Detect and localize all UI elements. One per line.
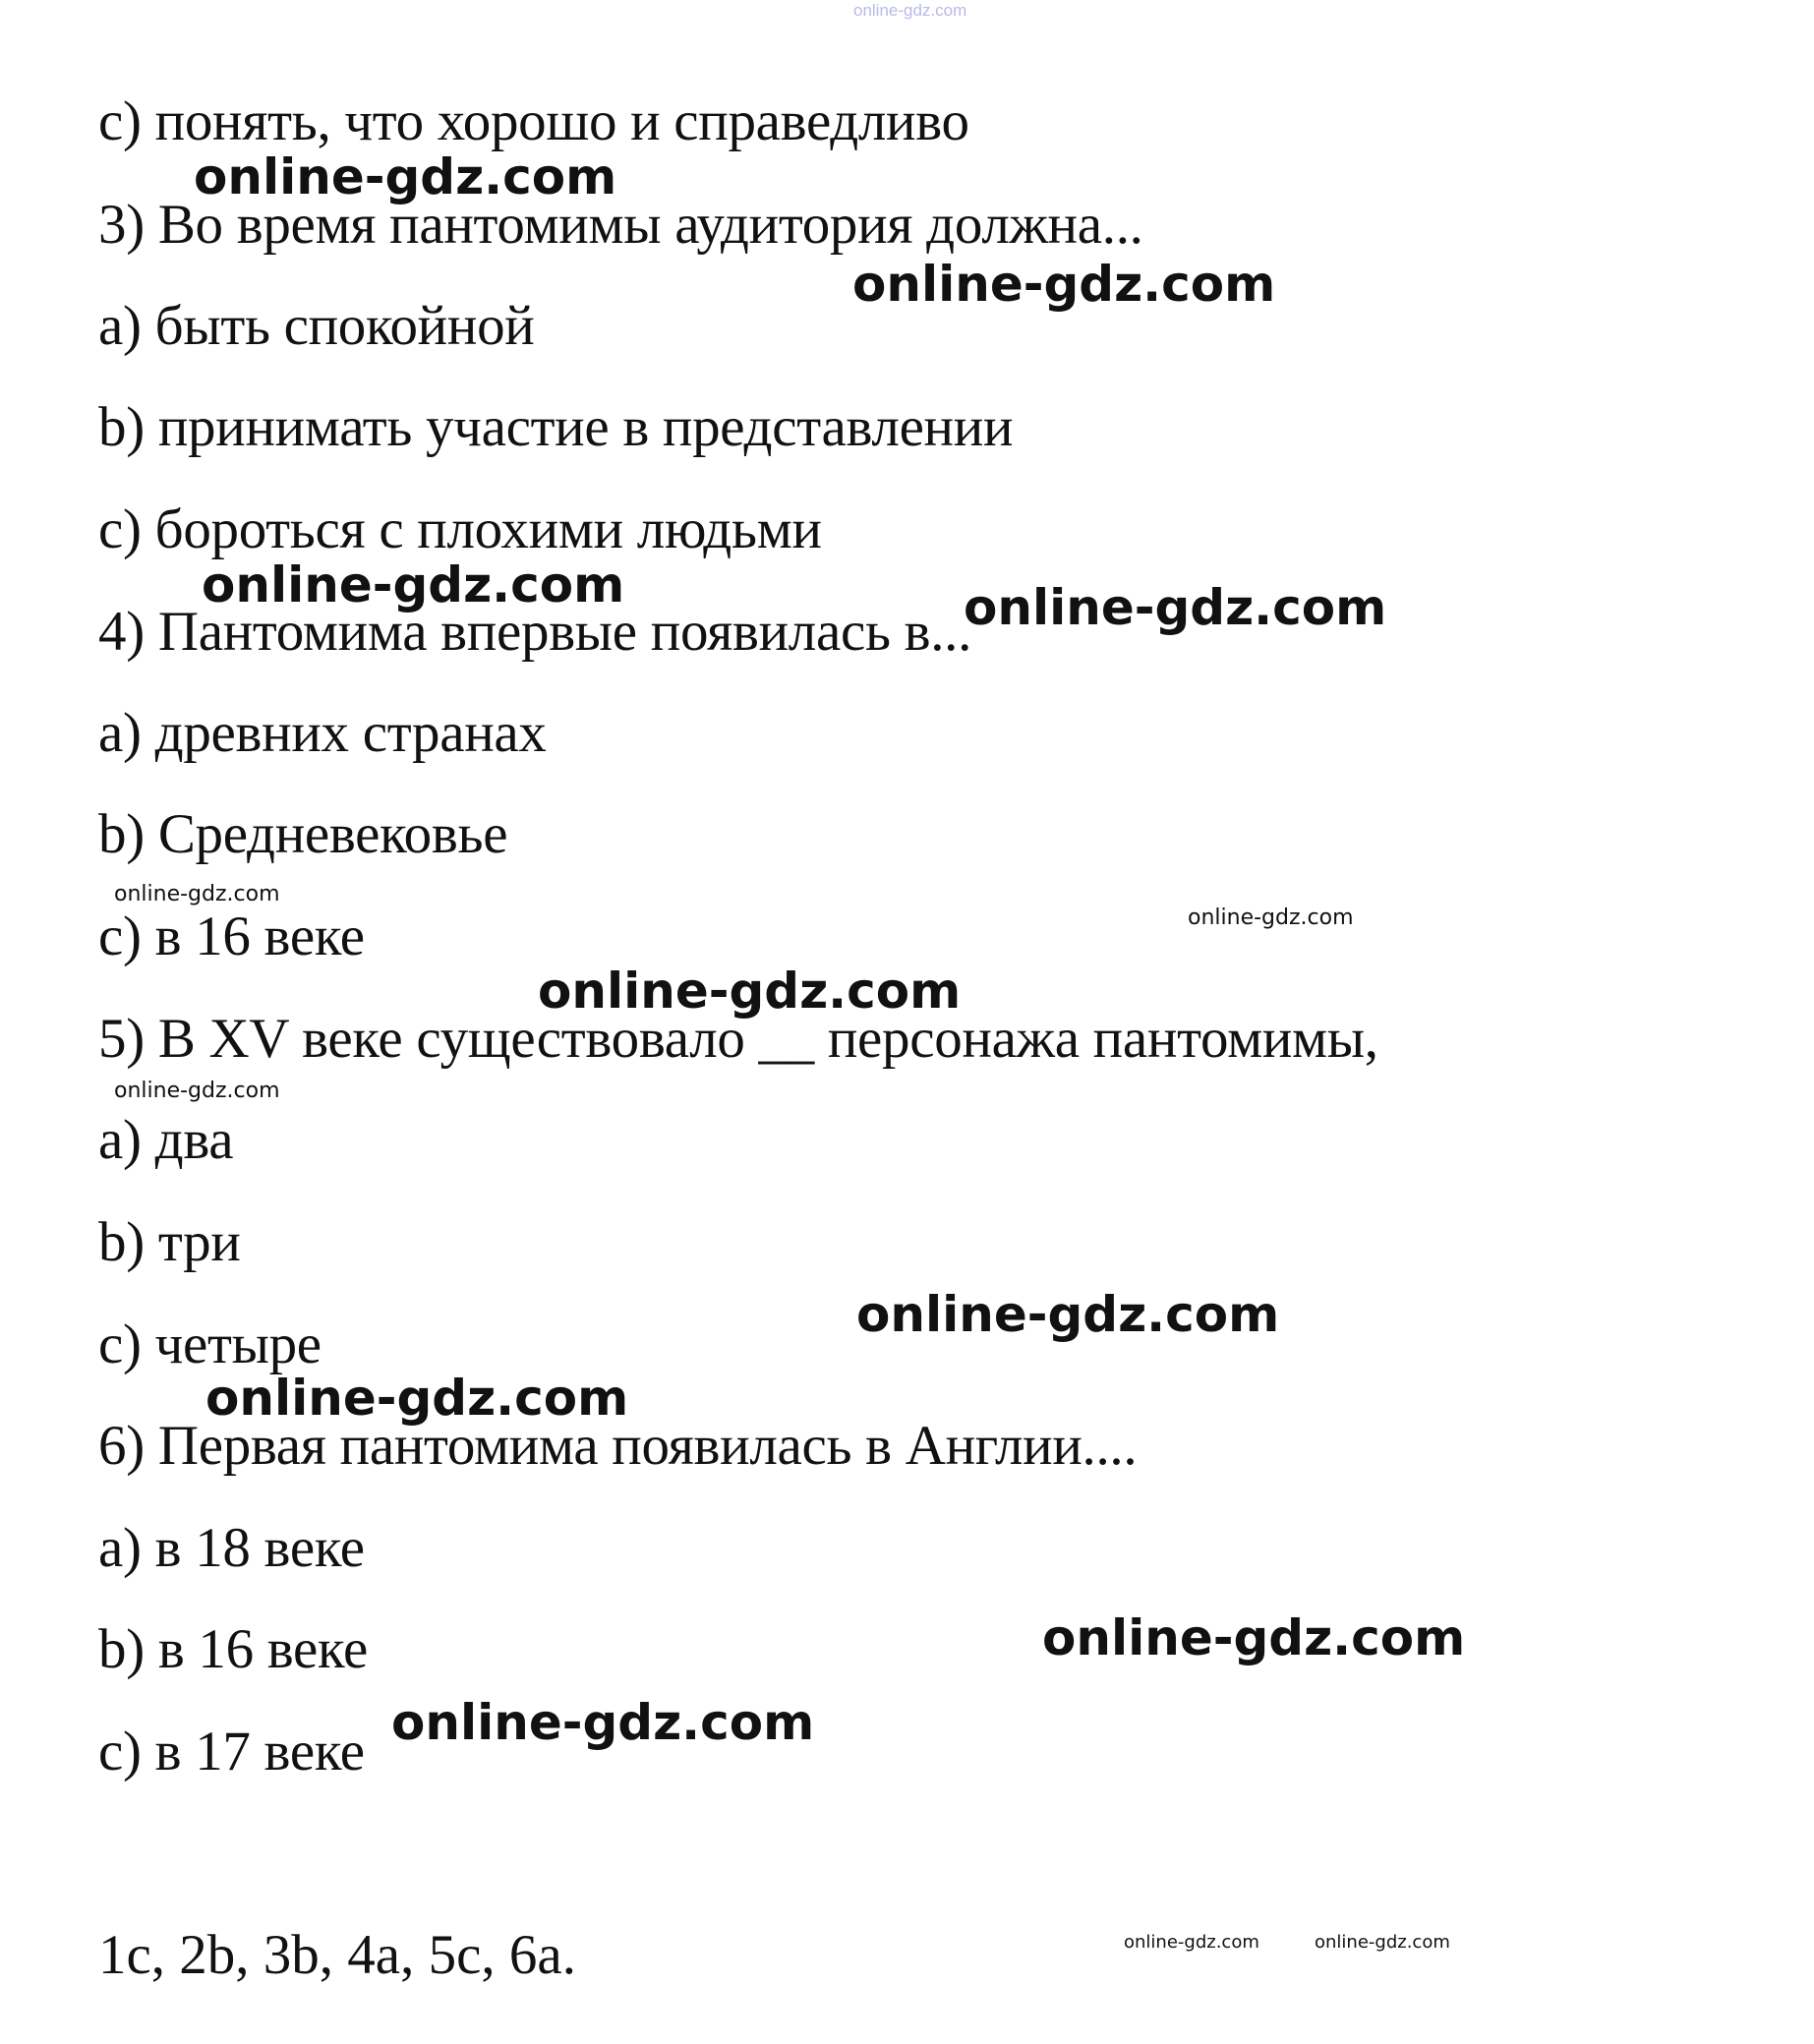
option-5c: c) четыре xyxy=(98,1314,322,1375)
watermark: online-gdz.com xyxy=(964,579,1387,636)
option-3c: c) бороться с плохими людьми xyxy=(98,498,822,560)
watermark: online-gdz.com xyxy=(852,256,1276,313)
watermark: online-gdz.com xyxy=(538,963,962,1020)
question-6: 6) Первая пантомима появилась в Англии.... xyxy=(98,1415,1138,1477)
option-3a: a) быть спокойной xyxy=(98,295,535,357)
option-5a: a) два xyxy=(98,1109,234,1171)
watermark-top: online-gdz.com xyxy=(853,1,967,20)
option-6c: c) в 17 веке xyxy=(98,1721,365,1782)
watermark: online-gdz.com xyxy=(205,1370,629,1427)
answer-key: 1c, 2b, 3b, 4a, 5c, 6a. xyxy=(98,1924,576,1986)
option-4a: a) древних странах xyxy=(98,702,547,764)
watermark: online-gdz.com xyxy=(202,556,625,613)
option-6a: a) в 18 веке xyxy=(98,1517,365,1579)
watermark: online-gdz.com xyxy=(391,1694,815,1751)
watermark: online-gdz.com xyxy=(1124,1932,1259,1953)
question-3: 3) Во время пантомимы аудитория должна... xyxy=(98,194,1143,256)
watermark: online-gdz.com xyxy=(1315,1932,1450,1953)
option-4c: c) в 16 веке xyxy=(98,905,365,967)
watermark: online-gdz.com xyxy=(1188,905,1354,930)
option-4b: b) Средневековье xyxy=(98,803,508,865)
option-1c: c) понять, что хорошо и справедливо xyxy=(98,90,969,152)
watermark: online-gdz.com xyxy=(856,1286,1280,1343)
question-4: 4) Пантомима впервые появилась в... xyxy=(98,601,972,663)
question-5: 5) В XV веке существовало __ персонажа пантомимы, xyxy=(98,1008,1378,1070)
option-3b: b) принимать участие в представлении xyxy=(98,396,1014,458)
option-6b: b) в 16 веке xyxy=(98,1618,368,1680)
watermark: online-gdz.com xyxy=(1042,1609,1466,1666)
watermark: online-gdz.com xyxy=(194,148,617,205)
watermark: online-gdz.com xyxy=(114,882,280,906)
watermark: online-gdz.com xyxy=(114,1079,280,1103)
option-5b: b) три xyxy=(98,1211,241,1273)
